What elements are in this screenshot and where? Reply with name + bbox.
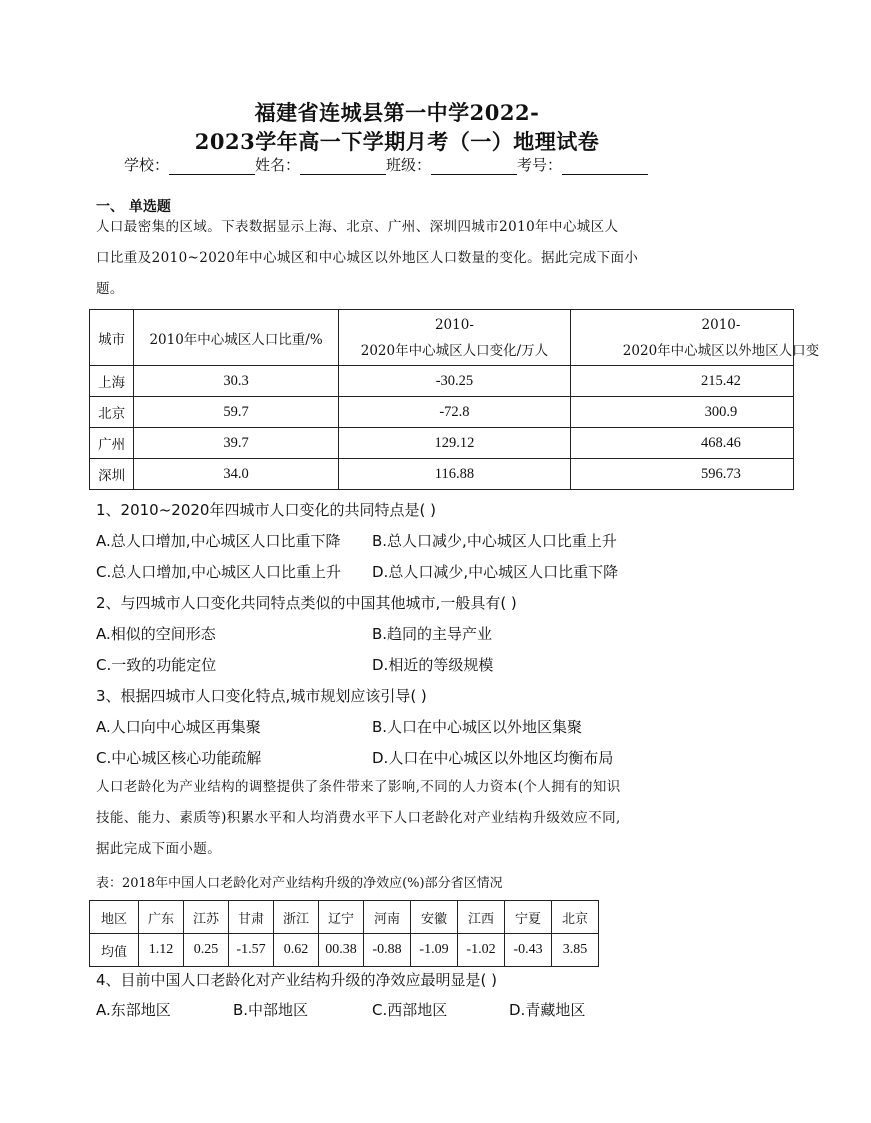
- name-label: 姓名：: [255, 156, 301, 174]
- question-1-stem: 1、2010~2020年四城市人口变化的共同特点是( ): [96, 501, 436, 519]
- table-header-row: [90, 310, 794, 366]
- region-cell: 江苏: [184, 901, 229, 934]
- q4-option-c[interactable]: C.西部地区: [372, 1001, 448, 1019]
- exam-title-line1: 福建省连城县第一中学2022-: [254, 100, 540, 125]
- intro2-line3: 据此完成下面小题。: [96, 841, 222, 857]
- exam-number-blank: [562, 158, 648, 175]
- share-cell: 39.7: [134, 428, 339, 459]
- intro1-line1: 人口最密集的区域。下表数据显示上海、北京、广州、深圳四城市2010年中心城区人: [96, 219, 619, 235]
- q2-option-b[interactable]: B.趋同的主导产业: [372, 625, 493, 643]
- region-row: [90, 901, 599, 934]
- header-cell-outer-change: 2010- 2020年中心城区以外地区人口变: [570, 310, 793, 366]
- intro2-line2: 技能、能力、素质等)积累水平和人均消费水平下人口老龄化对产业结构升级效应不同,: [96, 810, 621, 826]
- table2-caption: 表：2018年中国人口老龄化对产业结构升级的净效应(%)部分省区情况: [96, 876, 503, 891]
- table-row: [90, 397, 794, 428]
- header-cell-share: 2010年中心城区人口比重/%: [134, 310, 339, 366]
- population-table: [89, 309, 820, 490]
- q3-option-b[interactable]: B.人口在中心城区以外地区集聚: [372, 718, 583, 736]
- city-cell: 深圳: [90, 459, 134, 490]
- table-row: [90, 428, 794, 459]
- region-cell: 浙江: [274, 901, 319, 934]
- value-cell: -1.09: [411, 934, 458, 967]
- q1-option-a[interactable]: A.总人口增加,中心城区人口比重下降: [96, 532, 341, 550]
- city-cell: 上海: [90, 366, 134, 397]
- region-cell: 安徽: [411, 901, 458, 934]
- q4-option-a[interactable]: A.东部地区: [96, 1001, 171, 1019]
- school-blank: [169, 158, 255, 175]
- question-2-stem: 2、与四城市人口变化共同特点类似的中国其他城市,一般具有( ): [96, 594, 517, 612]
- region-cell: 河南: [364, 901, 411, 934]
- aging-effect-table: [89, 900, 599, 967]
- q2-option-d[interactable]: D.相近的等级规模: [372, 656, 494, 674]
- intro1-line2: 口比重及2010~2020年中心城区和中心城区以外地区人口数量的变化。据此完成下面小: [96, 250, 639, 266]
- region-cell: 甘肃: [229, 901, 274, 934]
- region-cell: 辽宁: [319, 901, 364, 934]
- value-cell: 0.62: [274, 934, 319, 967]
- exam-number-label: 考号：: [517, 156, 563, 174]
- value-cell: 00.38: [319, 934, 364, 967]
- intro1-line3: 题。: [96, 281, 124, 297]
- q4-option-d[interactable]: D.青藏地区: [509, 1001, 586, 1019]
- q2-option-a[interactable]: A.相似的空间形态: [96, 625, 216, 643]
- city-cell: 北京: [90, 397, 134, 428]
- outer-change-cell: 300.9: [570, 397, 793, 428]
- header-cell-center-change: 2010- 2020年中心城区人口变化/万人: [338, 310, 570, 366]
- share-cell: 34.0: [134, 459, 339, 490]
- outer-change-cell: 596.73: [570, 459, 793, 490]
- q4-option-b[interactable]: B.中部地区: [233, 1001, 309, 1019]
- q3-option-a[interactable]: A.人口向中心城区再集聚: [96, 718, 261, 736]
- value-cell: -0.43: [505, 934, 552, 967]
- question-3-stem: 3、根据四城市人口变化特点,城市规划应该引导( ): [96, 687, 427, 705]
- region-cell: 宁夏: [505, 901, 552, 934]
- outer-change-cell: 468.46: [570, 428, 793, 459]
- section-title: 一、 单选题: [96, 199, 171, 215]
- q3-option-c[interactable]: C.中心城区核心功能疏解: [96, 749, 262, 767]
- share-cell: 30.3: [134, 366, 339, 397]
- table-row: [90, 366, 794, 397]
- intro2-line1: 人口老龄化为产业结构的调整提供了条件带来了影响,不同的人力资本(个人拥有的知识: [96, 779, 621, 795]
- q2-option-c[interactable]: C.一致的功能定位: [96, 656, 217, 674]
- region-row-label: 地区: [90, 901, 139, 934]
- q1-option-d[interactable]: D.总人口减少,中心城区人口比重下降: [372, 563, 619, 581]
- center-change-cell: -72.8: [338, 397, 570, 428]
- value-row-label: 均值: [90, 934, 139, 967]
- value-cell: 3.85: [552, 934, 599, 967]
- value-cell: -1.57: [229, 934, 274, 967]
- table-row: [90, 459, 794, 490]
- region-cell: 江西: [458, 901, 505, 934]
- region-cell: 广东: [139, 901, 184, 934]
- class-blank: [431, 158, 517, 175]
- value-row: [90, 934, 599, 967]
- exam-title-line2: 2023学年高一下学期月考（一）地理试卷: [194, 129, 600, 154]
- name-blank: [300, 158, 386, 175]
- center-change-cell: 129.12: [338, 428, 570, 459]
- q1-option-b[interactable]: B.总人口减少,中心城区人口比重上升: [372, 532, 617, 550]
- class-label: 班级：: [386, 156, 432, 174]
- student-info-line: [124, 154, 648, 175]
- outer-change-cell: 215.42: [570, 366, 793, 397]
- value-cell: 1.12: [139, 934, 184, 967]
- header-cell-city: 城市: [90, 310, 134, 366]
- value-cell: 0.25: [184, 934, 229, 967]
- q1-option-c[interactable]: C.总人口增加,中心城区人口比重上升: [96, 563, 342, 581]
- center-change-cell: -30.25: [338, 366, 570, 397]
- region-cell: 北京: [552, 901, 599, 934]
- city-cell: 广州: [90, 428, 134, 459]
- q3-option-d[interactable]: D.人口在中心城区以外地区均衡布局: [372, 749, 614, 767]
- center-change-cell: 116.88: [338, 459, 570, 490]
- school-label: 学校：: [124, 156, 170, 174]
- share-cell: 59.7: [134, 397, 339, 428]
- question-4-stem: 4、目前中国人口老龄化对产业结构升级的净效应最明显是( ): [96, 971, 498, 989]
- value-cell: -1.02: [458, 934, 505, 967]
- value-cell: -0.88: [364, 934, 411, 967]
